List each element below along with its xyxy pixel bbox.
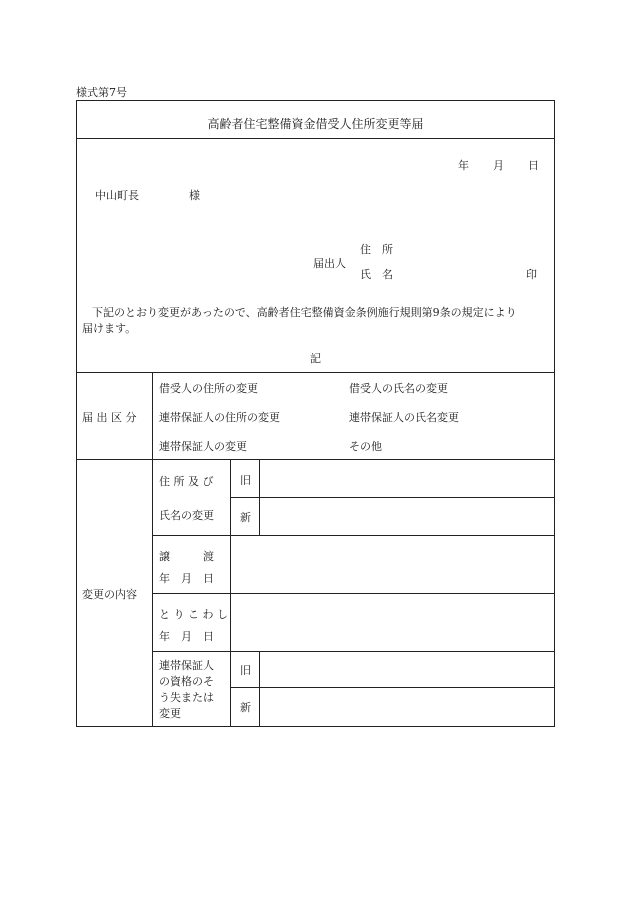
new-label: 新	[240, 701, 251, 714]
address-name-label-1: 住 所 及 び	[159, 475, 214, 488]
old-label: 旧	[240, 474, 251, 487]
category-option: 借受人の住所の変更	[159, 382, 258, 395]
statement-line-2: 届けます。	[82, 322, 137, 335]
category-label: 届 出 区 分	[82, 411, 137, 424]
form-title: 高齢者住宅整備資金借受人住所変更等届	[207, 117, 424, 131]
transfer-label-2: 年 月 日	[159, 572, 214, 585]
category-option: 連帯保証人の住所の変更	[159, 411, 280, 424]
divider	[76, 459, 555, 460]
new-label: 新	[240, 511, 251, 524]
seal-mark: 印	[526, 268, 537, 281]
divider	[152, 535, 555, 536]
old-label: 旧	[240, 664, 251, 677]
address-name-label-2: 氏名の変更	[159, 509, 214, 522]
category-option: その他	[349, 440, 382, 453]
category-option: 借受人の氏名の変更	[349, 382, 448, 395]
divider	[230, 687, 555, 688]
form-number: 様式第7号	[76, 86, 127, 99]
guarantor-label-line: 連帯保証人	[159, 659, 214, 672]
divider	[76, 372, 555, 373]
date-month: 月	[493, 159, 504, 172]
applicant-label: 届出人	[313, 257, 346, 270]
guarantor-label-line: の資格のそ	[159, 675, 214, 688]
addressee-honorific: 様	[189, 189, 200, 202]
transfer-label-1: 譲 渡	[159, 550, 214, 563]
applicant-address-label: 住 所	[360, 243, 393, 256]
form-frame	[76, 100, 555, 727]
divider	[152, 593, 555, 594]
divider	[152, 651, 555, 652]
divider	[152, 372, 153, 727]
ki-label: 記	[310, 352, 321, 365]
category-option: 連帯保証人の氏名変更	[349, 411, 459, 424]
changes-label: 変更の内容	[82, 588, 137, 601]
date-year: 年	[458, 159, 469, 172]
guarantor-label-line: う失または	[159, 691, 214, 704]
addressee-name: 中山町長	[95, 189, 139, 202]
statement-line-1: 下記のとおり変更があったので、高齢者住宅整備資金条例施行規則第9条の規定により	[92, 306, 517, 319]
divider	[76, 138, 555, 139]
guarantor-label-line: 変更	[159, 707, 181, 720]
demolition-label-2: 年 月 日	[159, 630, 214, 643]
guarantor-label	[159, 658, 214, 722]
demolition-label-1: と り こ わ し	[159, 608, 228, 621]
date-day: 日	[528, 159, 539, 172]
category-option: 連帯保証人の変更	[159, 440, 247, 453]
divider	[259, 651, 260, 727]
divider	[230, 497, 555, 498]
applicant-name-label: 氏 名	[360, 268, 393, 281]
